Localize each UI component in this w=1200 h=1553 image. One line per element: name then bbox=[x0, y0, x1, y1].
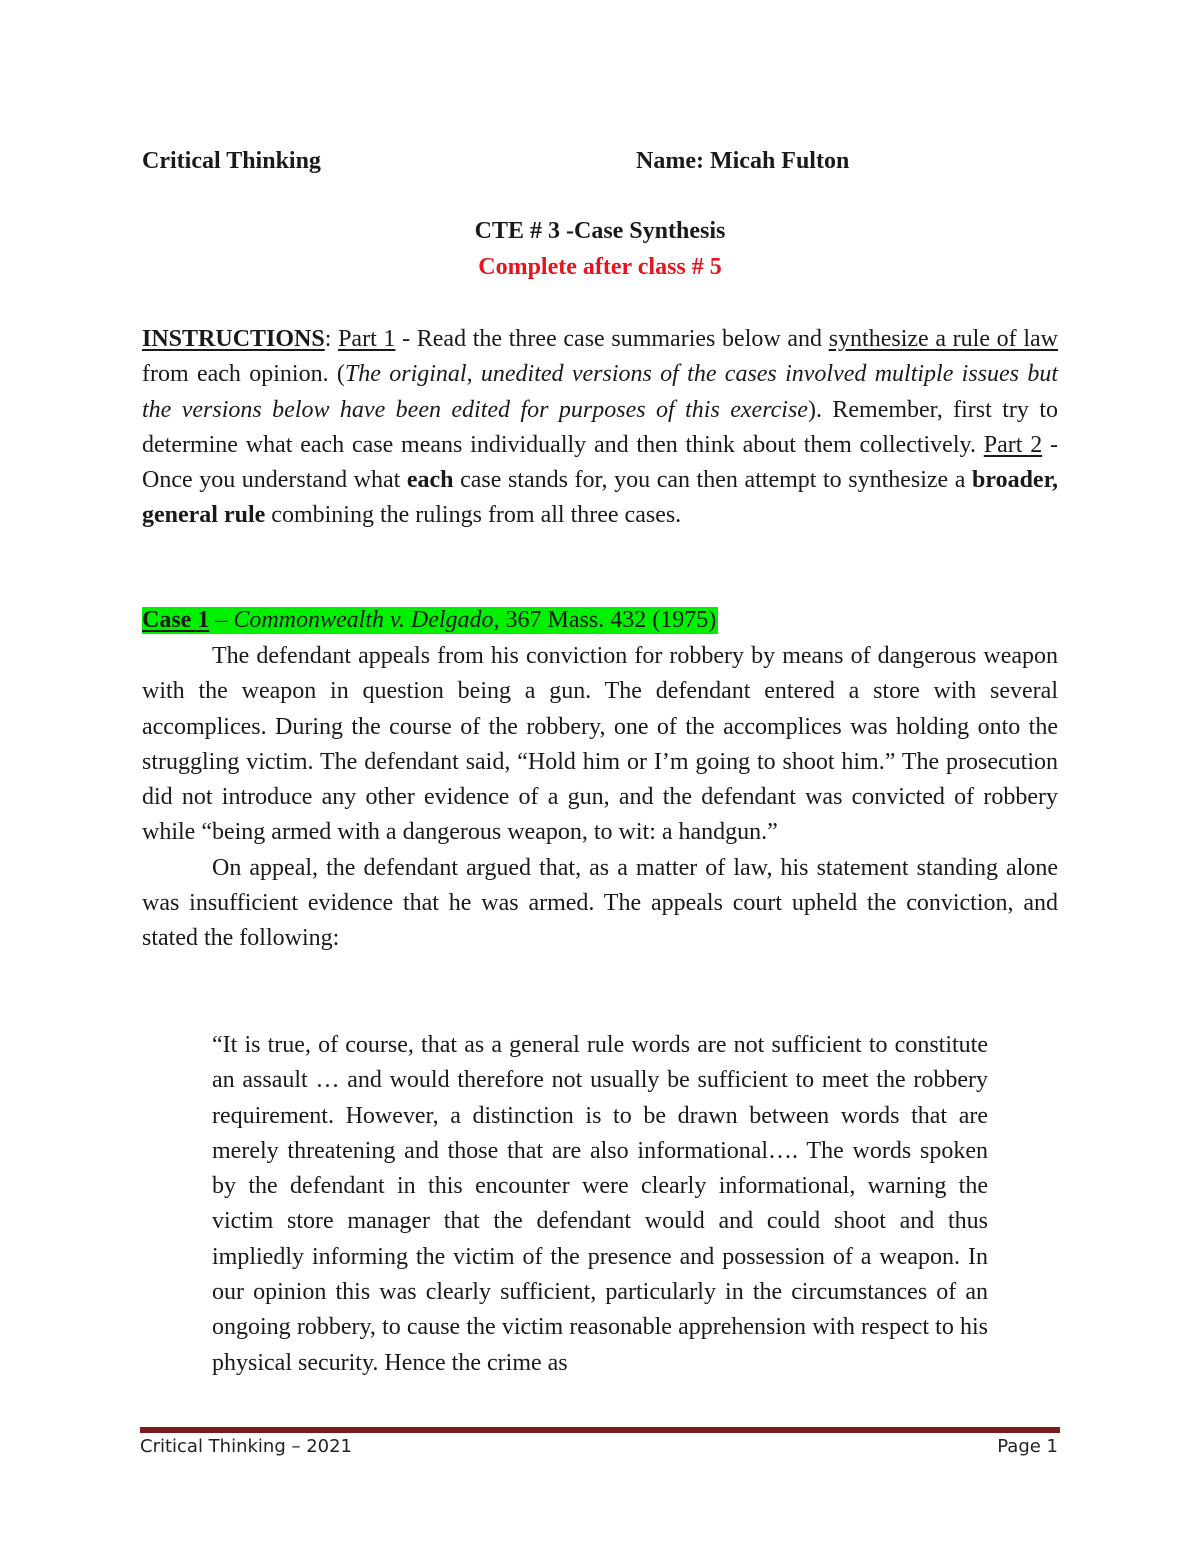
case1-citation: , 367 Mass. 432 (1975) bbox=[493, 607, 717, 633]
case1-highlight bbox=[142, 607, 718, 634]
footer-divider bbox=[140, 1427, 1060, 1433]
course-heading: Critical Thinking bbox=[142, 148, 321, 174]
case1-paragraph-1: The defendant appeals from his conviction for robbery by means of dangerous weapon with the weapon in question being a gun. The defendant entered a store with several accomplices. During the course of the robbery, one of the accomplices was holding onto the struggling victim. The defendant said, “Hold him or I’m going to shoot him.” The prosecution did not introduce any other evidence of a gun, and the defendant was convicted of robbery while “being armed with a dangerous weapon, to wit: a handgun.” bbox=[142, 643, 1058, 846]
case1-body bbox=[142, 639, 1058, 957]
instructions-bold-each: each bbox=[406, 467, 454, 494]
footer-course: Critical Thinking – 2021 bbox=[140, 1436, 353, 1457]
instructions-colon: : bbox=[324, 326, 339, 352]
case1-dash: – bbox=[209, 607, 234, 633]
part1-label: Part 1 bbox=[338, 326, 396, 352]
instructions-text-2: from each opinion. ( bbox=[142, 361, 345, 388]
case1-quote: “It is true, of course, that as a general rule words are not sufficient to constitute an assault … and would therefore not usually be sufficient to meet the robbery requirement. However, a distinction is to be drawn between words that are merely threatening and those that are also informational…. The words spoken by the defendant in this encounter were clearly informational, warning the victim store manager that the defendant would and could shoot and thus impliedly informing the victim of the presence and possession of a weapon. In our opinion this was clearly sufficient, particularly in the circumstances of an ongoing robbery, to cause the victim reasonable apprehension with respect to his physical security. Hence the crime as bbox=[212, 1032, 988, 1376]
instructions-label: INSTRUCTIONS bbox=[142, 326, 325, 352]
case1-heading bbox=[142, 603, 718, 638]
page-subtitle: Complete after class # 5 bbox=[478, 254, 722, 280]
part2-label: Part 2 bbox=[983, 431, 1043, 458]
instructions-text-5: case stands for, you can then attempt to synthesize a bbox=[453, 467, 972, 494]
case1-name: Commonwealth v. Delgado bbox=[233, 607, 494, 633]
rule-of-law-text: synthesize a rule of law bbox=[828, 326, 1058, 352]
instructions-bold-rule: broader, general rule bbox=[142, 467, 1059, 529]
page-title: CTE # 3 -Case Synthesis bbox=[474, 218, 726, 244]
instructions-italic-note: The original, unedited versions of the cases involved multiple issues but the versions below have been edited for purposes of this exercise bbox=[142, 361, 1059, 423]
instructions-text-1: - Read the three case summaries below and bbox=[395, 326, 829, 352]
instructions-text-6: combining the rulings from all three cases. bbox=[265, 502, 682, 529]
student-name: Name: Micah Fulton bbox=[636, 148, 850, 174]
footer-page-number: Page 1 bbox=[997, 1436, 1058, 1457]
case1-label: Case 1 bbox=[142, 607, 210, 633]
instructions-paragraph bbox=[142, 322, 1058, 534]
instructions-text-3: ). Remember, first try to determine what each case means individually and then think about them collectively. bbox=[142, 396, 1058, 458]
case1-paragraph-2: On appeal, the defendant argued that, as a matter of law, his statement standing alone was insufficient evidence that he was armed. The appeals court upheld the conviction, and stated the following: bbox=[142, 854, 1058, 952]
instructions-text-4: - Once you understand what bbox=[142, 431, 1058, 494]
